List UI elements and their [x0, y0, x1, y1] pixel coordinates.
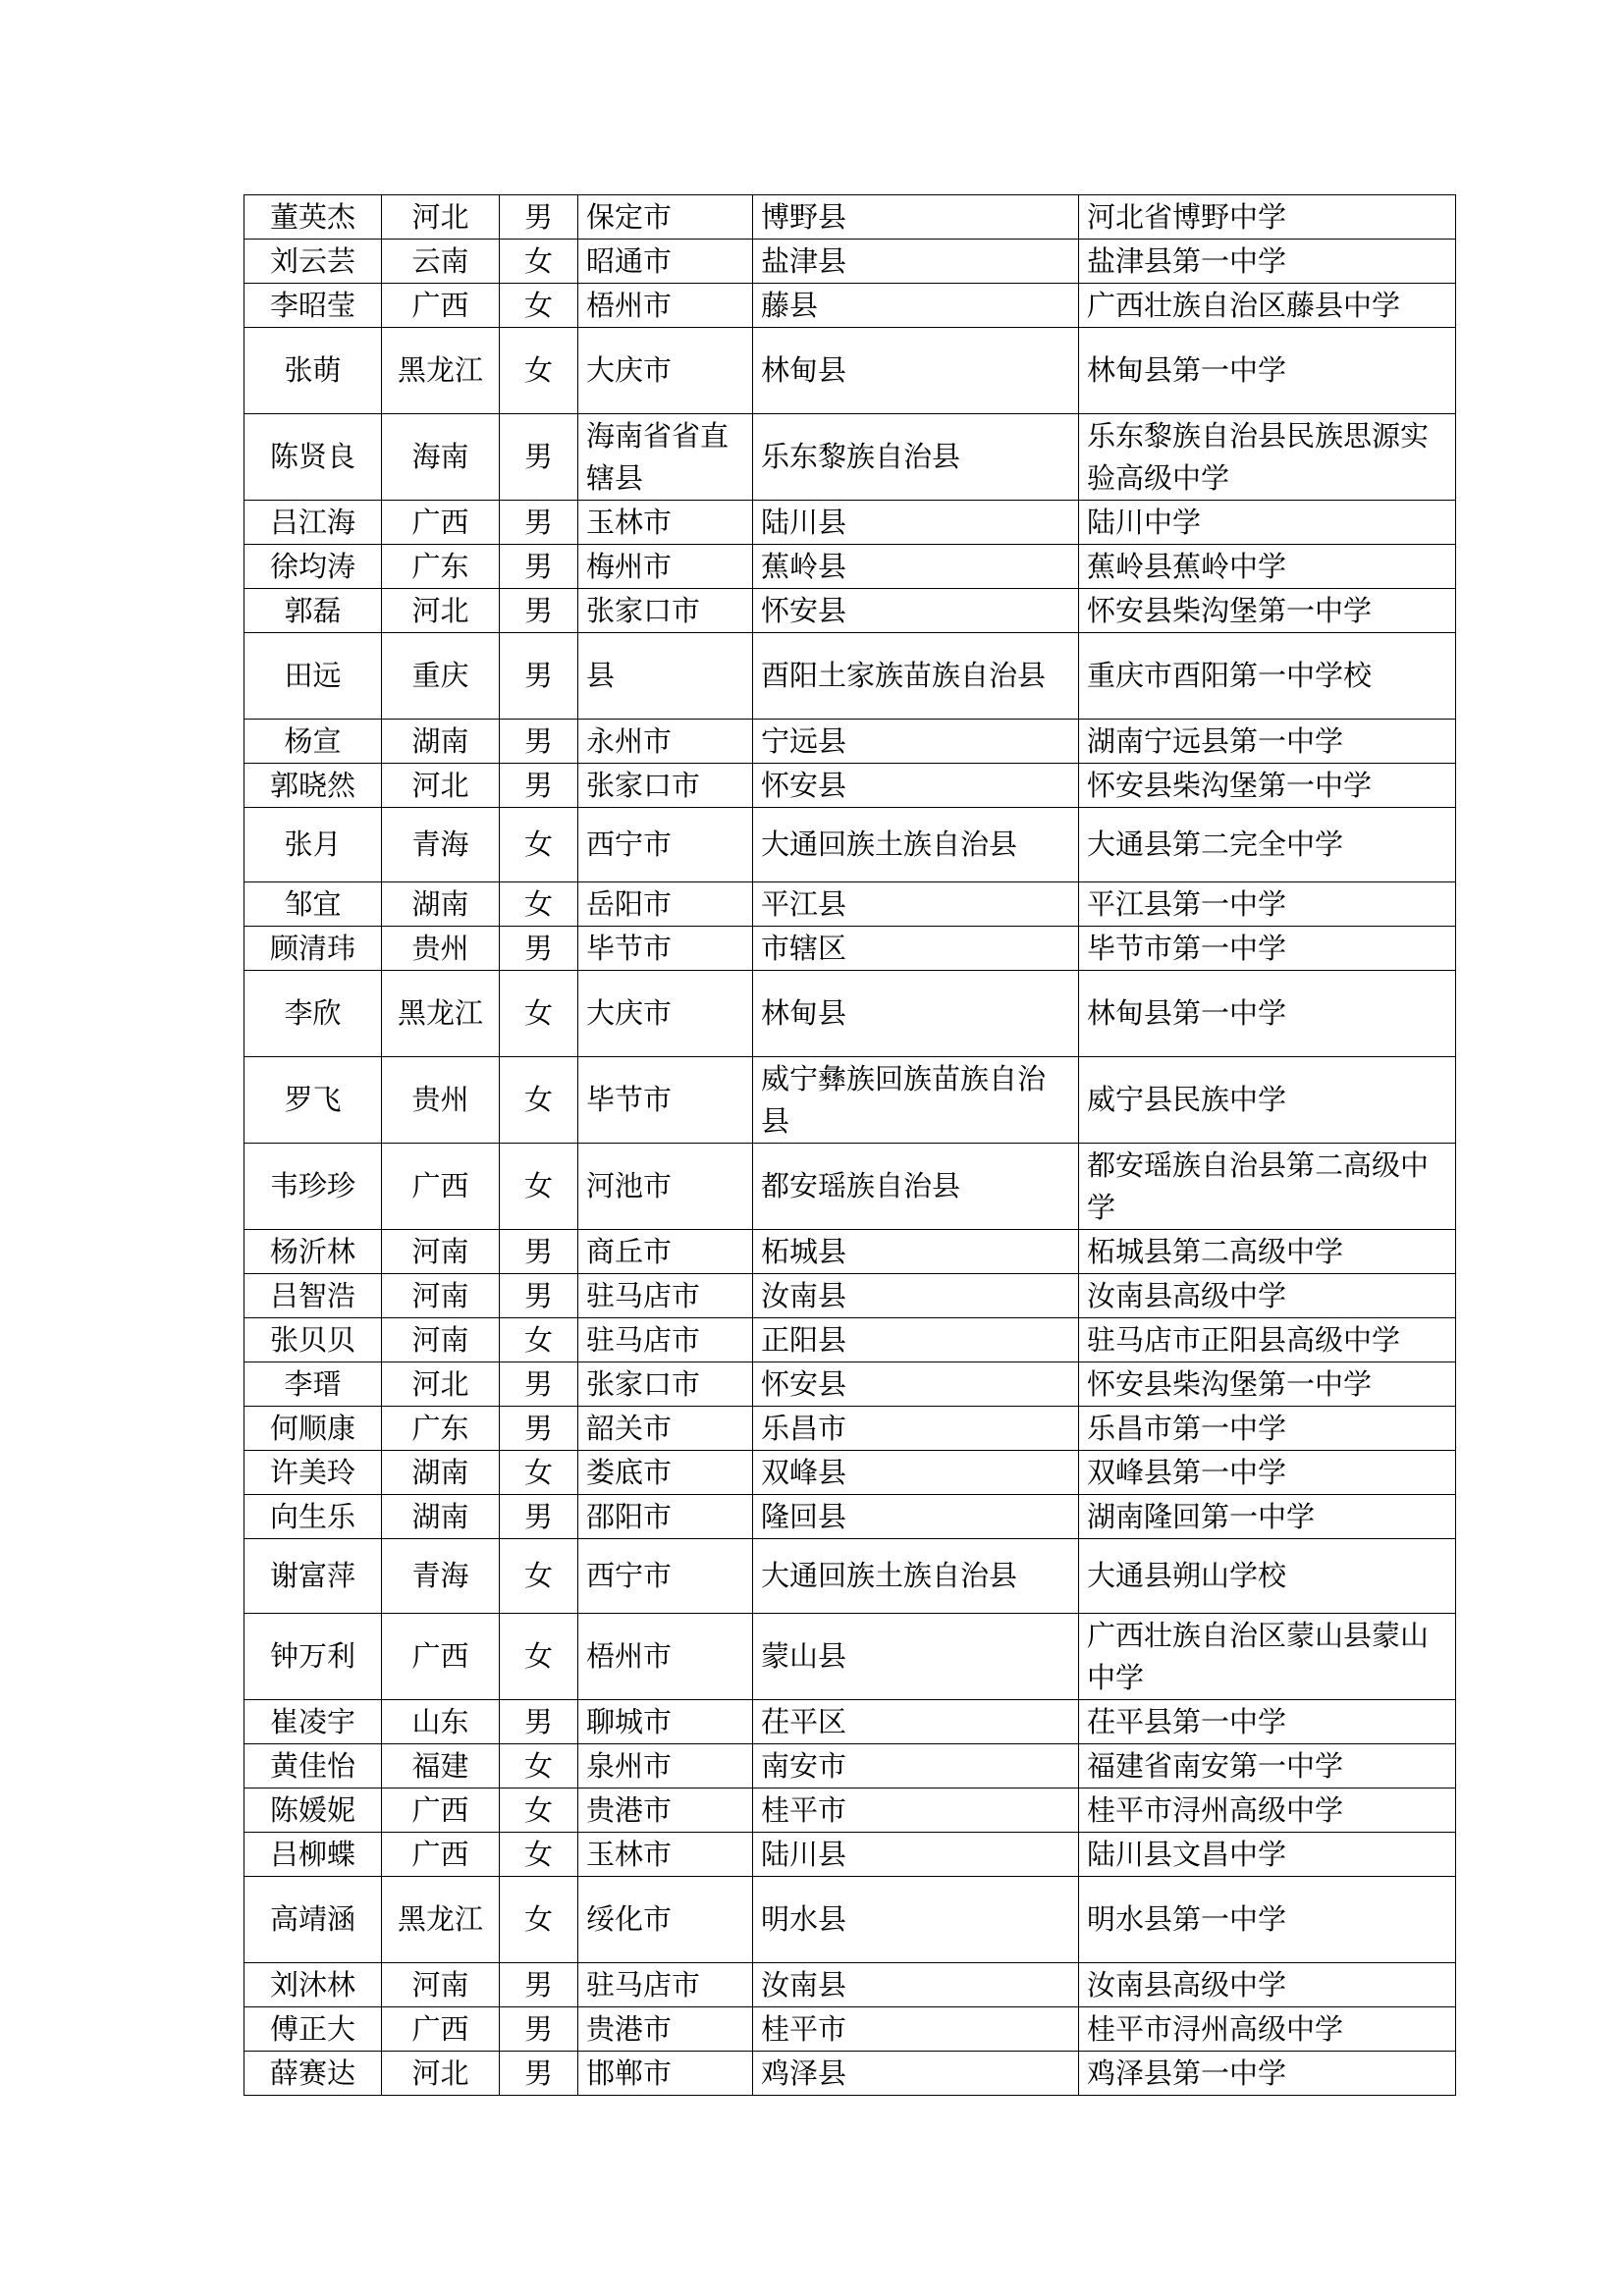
gender-cell: 男	[500, 589, 578, 633]
county-cell: 乐昌市	[753, 1407, 1079, 1451]
name-cell: 吕智浩	[244, 1274, 382, 1318]
school-cell: 桂平市浔州高级中学	[1079, 2007, 1456, 2052]
gender-cell: 男	[500, 1700, 578, 1744]
county-cell: 林甸县	[753, 971, 1079, 1057]
school-cell: 陆川县文昌中学	[1079, 1833, 1456, 1877]
city-cell: 驻马店市	[578, 1318, 753, 1362]
name-cell: 陈贤良	[244, 414, 382, 501]
province-cell: 河南	[382, 1274, 500, 1318]
table-row	[244, 1833, 1456, 1877]
city-cell: 梧州市	[578, 1614, 753, 1700]
county-cell: 怀安县	[753, 589, 1079, 633]
name-cell: 刘沐林	[244, 1963, 382, 2007]
school-cell: 陆川中学	[1079, 501, 1456, 545]
province-cell: 广西	[382, 1144, 500, 1230]
city-cell: 贵港市	[578, 1789, 753, 1833]
city-cell: 昭通市	[578, 240, 753, 284]
school-cell: 驻马店市正阳县高级中学	[1079, 1318, 1456, 1362]
school-cell: 盐津县第一中学	[1079, 240, 1456, 284]
gender-cell: 男	[500, 720, 578, 764]
province-cell: 青海	[382, 1539, 500, 1614]
table-row	[244, 195, 1456, 240]
name-cell: 张月	[244, 808, 382, 882]
city-cell: 县	[578, 633, 753, 720]
name-cell: 陈媛妮	[244, 1789, 382, 1833]
city-cell: 韶关市	[578, 1407, 753, 1451]
city-cell: 商丘市	[578, 1230, 753, 1274]
county-cell: 陆川县	[753, 501, 1079, 545]
name-cell: 黄佳怡	[244, 1744, 382, 1789]
table-row	[244, 501, 1456, 545]
gender-cell: 女	[500, 1744, 578, 1789]
province-cell: 河南	[382, 1318, 500, 1362]
city-cell: 永州市	[578, 720, 753, 764]
school-cell: 桂平市浔州高级中学	[1079, 1789, 1456, 1833]
gender-cell: 女	[500, 1451, 578, 1495]
name-cell: 邹宜	[244, 882, 382, 927]
school-cell: 平江县第一中学	[1079, 882, 1456, 927]
city-cell: 大庆市	[578, 328, 753, 414]
city-cell: 岳阳市	[578, 882, 753, 927]
table-row	[244, 240, 1456, 284]
school-cell: 鸡泽县第一中学	[1079, 2052, 1456, 2096]
gender-cell: 女	[500, 1057, 578, 1144]
province-cell: 广西	[382, 501, 500, 545]
gender-cell: 女	[500, 1614, 578, 1700]
table-row	[244, 882, 1456, 927]
gender-cell: 女	[500, 284, 578, 328]
table-row	[244, 1230, 1456, 1274]
name-cell: 罗飞	[244, 1057, 382, 1144]
county-cell: 藤县	[753, 284, 1079, 328]
city-cell: 张家口市	[578, 764, 753, 808]
name-cell: 徐均涛	[244, 545, 382, 589]
city-cell: 玉林市	[578, 1833, 753, 1877]
table-row	[244, 1362, 1456, 1407]
school-cell: 林甸县第一中学	[1079, 971, 1456, 1057]
school-cell: 湖南宁远县第一中学	[1079, 720, 1456, 764]
county-cell: 南安市	[753, 1744, 1079, 1789]
school-cell: 乐东黎族自治县民族思源实验高级中学	[1079, 414, 1456, 501]
name-cell: 顾清玮	[244, 927, 382, 971]
city-cell: 海南省省直辖县	[578, 414, 753, 501]
gender-cell: 女	[500, 808, 578, 882]
school-cell: 柘城县第二高级中学	[1079, 1230, 1456, 1274]
city-cell: 泉州市	[578, 1744, 753, 1789]
table-row	[244, 971, 1456, 1057]
table-row	[244, 589, 1456, 633]
gender-cell: 男	[500, 633, 578, 720]
gender-cell: 男	[500, 2052, 578, 2096]
gender-cell: 女	[500, 882, 578, 927]
table-row	[244, 1144, 1456, 1230]
province-cell: 广西	[382, 1833, 500, 1877]
city-cell: 聊城市	[578, 1700, 753, 1744]
county-cell: 正阳县	[753, 1318, 1079, 1362]
county-cell: 茌平区	[753, 1700, 1079, 1744]
table-row	[244, 414, 1456, 501]
school-cell: 汝南县高级中学	[1079, 1963, 1456, 2007]
table-row	[244, 1539, 1456, 1614]
city-cell: 保定市	[578, 195, 753, 240]
province-cell: 湖南	[382, 1495, 500, 1539]
table-row	[244, 1789, 1456, 1833]
city-cell: 娄底市	[578, 1451, 753, 1495]
county-cell: 盐津县	[753, 240, 1079, 284]
city-cell: 毕节市	[578, 1057, 753, 1144]
province-cell: 广西	[382, 284, 500, 328]
city-cell: 西宁市	[578, 1539, 753, 1614]
county-cell: 大通回族土族自治县	[753, 1539, 1079, 1614]
county-cell: 隆回县	[753, 1495, 1079, 1539]
name-cell: 杨宣	[244, 720, 382, 764]
county-cell: 鸡泽县	[753, 2052, 1079, 2096]
name-cell: 吕江海	[244, 501, 382, 545]
school-cell: 大通县朔山学校	[1079, 1539, 1456, 1614]
county-cell: 陆川县	[753, 1833, 1079, 1877]
name-cell: 许美玲	[244, 1451, 382, 1495]
county-cell: 汝南县	[753, 1274, 1079, 1318]
table-row	[244, 2052, 1456, 2096]
gender-cell: 女	[500, 1318, 578, 1362]
table-row	[244, 1614, 1456, 1700]
province-cell: 河北	[382, 589, 500, 633]
gender-cell: 男	[500, 927, 578, 971]
school-cell: 福建省南安第一中学	[1079, 1744, 1456, 1789]
county-cell: 博野县	[753, 195, 1079, 240]
county-cell: 酉阳土家族苗族自治县	[753, 633, 1079, 720]
name-cell: 何顺康	[244, 1407, 382, 1451]
county-cell: 威宁彝族回族苗族自治县	[753, 1057, 1079, 1144]
gender-cell: 男	[500, 501, 578, 545]
name-cell: 钟万利	[244, 1614, 382, 1700]
province-cell: 河北	[382, 2052, 500, 2096]
name-cell: 李欣	[244, 971, 382, 1057]
county-cell: 明水县	[753, 1877, 1079, 1963]
city-cell: 河池市	[578, 1144, 753, 1230]
school-cell: 怀安县柴沟堡第一中学	[1079, 764, 1456, 808]
county-cell: 桂平市	[753, 1789, 1079, 1833]
gender-cell: 男	[500, 414, 578, 501]
school-cell: 都安瑶族自治县第二高级中学	[1079, 1144, 1456, 1230]
school-cell: 湖南隆回第一中学	[1079, 1495, 1456, 1539]
name-cell: 向生乐	[244, 1495, 382, 1539]
table-row	[244, 1274, 1456, 1318]
table-row	[244, 1963, 1456, 2007]
province-cell: 广西	[382, 1789, 500, 1833]
gender-cell: 女	[500, 1789, 578, 1833]
county-cell: 蒙山县	[753, 1614, 1079, 1700]
gender-cell: 男	[500, 764, 578, 808]
province-cell: 青海	[382, 808, 500, 882]
gender-cell: 男	[500, 1495, 578, 1539]
city-cell: 驻马店市	[578, 1963, 753, 2007]
school-cell: 怀安县柴沟堡第一中学	[1079, 1362, 1456, 1407]
county-cell: 乐东黎族自治县	[753, 414, 1079, 501]
school-cell: 林甸县第一中学	[1079, 328, 1456, 414]
county-cell: 大通回族土族自治县	[753, 808, 1079, 882]
table-row	[244, 545, 1456, 589]
table-row	[244, 1744, 1456, 1789]
city-cell: 梅州市	[578, 545, 753, 589]
gender-cell: 女	[500, 1877, 578, 1963]
county-cell: 桂平市	[753, 2007, 1079, 2052]
gender-cell: 男	[500, 545, 578, 589]
province-cell: 海南	[382, 414, 500, 501]
table-row	[244, 1700, 1456, 1744]
province-cell: 贵州	[382, 927, 500, 971]
gender-cell: 女	[500, 971, 578, 1057]
school-cell: 河北省博野中学	[1079, 195, 1456, 240]
county-cell: 柘城县	[753, 1230, 1079, 1274]
province-cell: 河北	[382, 195, 500, 240]
gender-cell: 男	[500, 1963, 578, 2007]
province-cell: 湖南	[382, 1451, 500, 1495]
school-cell: 广西壮族自治区蒙山县蒙山中学	[1079, 1614, 1456, 1700]
name-cell: 郭晓然	[244, 764, 382, 808]
province-cell: 广西	[382, 2007, 500, 2052]
school-cell: 广西壮族自治区藤县中学	[1079, 284, 1456, 328]
province-cell: 贵州	[382, 1057, 500, 1144]
province-cell: 河北	[382, 764, 500, 808]
name-cell: 田远	[244, 633, 382, 720]
province-cell: 广东	[382, 1407, 500, 1451]
table-row	[244, 1407, 1456, 1451]
province-cell: 福建	[382, 1744, 500, 1789]
school-cell: 威宁县民族中学	[1079, 1057, 1456, 1144]
name-cell: 张萌	[244, 328, 382, 414]
table-body	[244, 195, 1456, 2096]
gender-cell: 男	[500, 195, 578, 240]
county-cell: 汝南县	[753, 1963, 1079, 2007]
name-cell: 谢富萍	[244, 1539, 382, 1614]
table-row	[244, 1451, 1456, 1495]
school-cell: 重庆市酉阳第一中学校	[1079, 633, 1456, 720]
name-cell: 韦珍珍	[244, 1144, 382, 1230]
gender-cell: 女	[500, 1833, 578, 1877]
county-cell: 都安瑶族自治县	[753, 1144, 1079, 1230]
gender-cell: 女	[500, 328, 578, 414]
city-cell: 毕节市	[578, 927, 753, 971]
city-cell: 西宁市	[578, 808, 753, 882]
province-cell: 黑龙江	[382, 971, 500, 1057]
school-cell: 蕉岭县蕉岭中学	[1079, 545, 1456, 589]
county-cell: 宁远县	[753, 720, 1079, 764]
city-cell: 大庆市	[578, 971, 753, 1057]
county-cell: 怀安县	[753, 764, 1079, 808]
gender-cell: 男	[500, 1407, 578, 1451]
name-cell: 杨沂林	[244, 1230, 382, 1274]
name-cell: 高靖涵	[244, 1877, 382, 1963]
table-row	[244, 764, 1456, 808]
school-cell: 明水县第一中学	[1079, 1877, 1456, 1963]
province-cell: 黑龙江	[382, 328, 500, 414]
city-cell: 张家口市	[578, 1362, 753, 1407]
city-cell: 绥化市	[578, 1877, 753, 1963]
gender-cell: 男	[500, 1230, 578, 1274]
table-row	[244, 1318, 1456, 1362]
name-cell: 薛赛达	[244, 2052, 382, 2096]
city-cell: 邵阳市	[578, 1495, 753, 1539]
gender-cell: 女	[500, 1144, 578, 1230]
table-row	[244, 1495, 1456, 1539]
name-cell: 李瑨	[244, 1362, 382, 1407]
name-cell: 吕柳蝶	[244, 1833, 382, 1877]
province-cell: 河南	[382, 1963, 500, 2007]
county-cell: 市辖区	[753, 927, 1079, 971]
name-cell: 李昭莹	[244, 284, 382, 328]
city-cell: 驻马店市	[578, 1274, 753, 1318]
province-cell: 湖南	[382, 882, 500, 927]
province-cell: 重庆	[382, 633, 500, 720]
school-cell: 双峰县第一中学	[1079, 1451, 1456, 1495]
name-cell: 张贝贝	[244, 1318, 382, 1362]
gender-cell: 女	[500, 240, 578, 284]
school-cell: 茌平县第一中学	[1079, 1700, 1456, 1744]
province-cell: 云南	[382, 240, 500, 284]
city-cell: 邯郸市	[578, 2052, 753, 2096]
province-cell: 河南	[382, 1230, 500, 1274]
table-row	[244, 720, 1456, 764]
school-cell: 乐昌市第一中学	[1079, 1407, 1456, 1451]
name-cell: 董英杰	[244, 195, 382, 240]
province-cell: 黑龙江	[382, 1877, 500, 1963]
city-cell: 梧州市	[578, 284, 753, 328]
city-cell: 贵港市	[578, 2007, 753, 2052]
province-cell: 广西	[382, 1614, 500, 1700]
table-row	[244, 284, 1456, 328]
county-cell: 蕉岭县	[753, 545, 1079, 589]
province-cell: 广东	[382, 545, 500, 589]
province-cell: 湖南	[382, 720, 500, 764]
name-cell: 刘云芸	[244, 240, 382, 284]
school-cell: 怀安县柴沟堡第一中学	[1079, 589, 1456, 633]
name-cell: 郭磊	[244, 589, 382, 633]
county-cell: 林甸县	[753, 328, 1079, 414]
name-cell: 傅正大	[244, 2007, 382, 2052]
city-cell: 张家口市	[578, 589, 753, 633]
table-row	[244, 633, 1456, 720]
city-cell: 玉林市	[578, 501, 753, 545]
county-cell: 平江县	[753, 882, 1079, 927]
county-cell: 怀安县	[753, 1362, 1079, 1407]
table-row	[244, 808, 1456, 882]
student-roster-table	[244, 194, 1456, 2096]
province-cell: 河北	[382, 1362, 500, 1407]
county-cell: 双峰县	[753, 1451, 1079, 1495]
school-cell: 汝南县高级中学	[1079, 1274, 1456, 1318]
name-cell: 崔凌宇	[244, 1700, 382, 1744]
table-row	[244, 2007, 1456, 2052]
gender-cell: 男	[500, 1362, 578, 1407]
school-cell: 毕节市第一中学	[1079, 927, 1456, 971]
table-row	[244, 927, 1456, 971]
gender-cell: 男	[500, 2007, 578, 2052]
province-cell: 山东	[382, 1700, 500, 1744]
table-row	[244, 328, 1456, 414]
table-row	[244, 1877, 1456, 1963]
gender-cell: 男	[500, 1274, 578, 1318]
gender-cell: 女	[500, 1539, 578, 1614]
table-row	[244, 1057, 1456, 1144]
school-cell: 大通县第二完全中学	[1079, 808, 1456, 882]
